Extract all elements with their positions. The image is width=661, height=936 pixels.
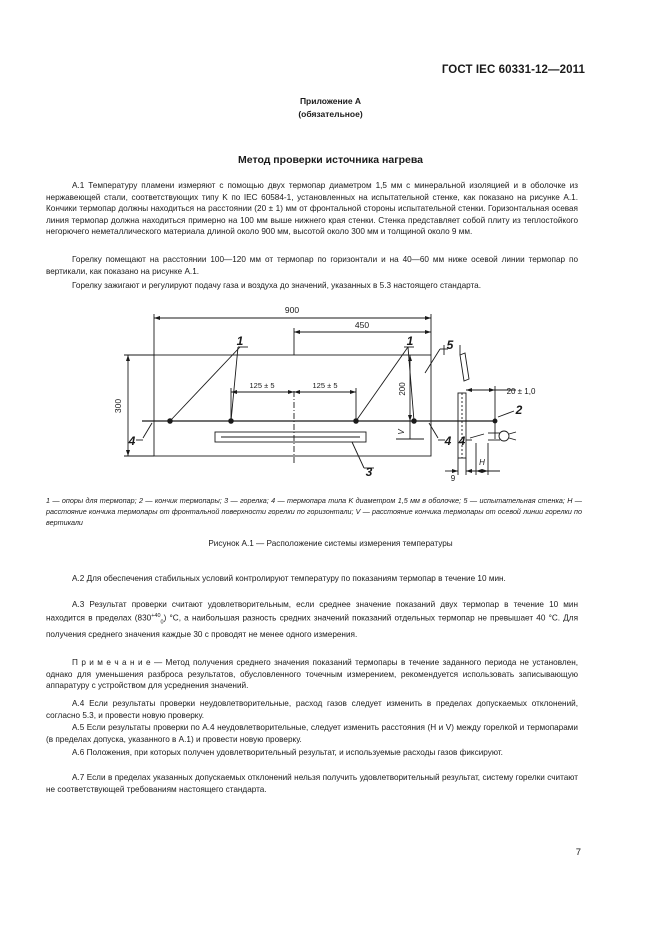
label-5: 5 — [446, 338, 454, 352]
label-1-left: 1 — [236, 334, 244, 348]
a3-tolerance-upper: +40 — [151, 612, 161, 619]
paragraph-burner-ignition: Горелку зажигают и регулируют подачу газа и воздуха до значений, указанных в 5.3 настоящего стандарта. — [72, 281, 481, 290]
paragraph-a3 — [46, 599, 578, 640]
label-4-side: 4 — [458, 434, 466, 448]
figure-legend: 1 — опоры для термопар; 2 — кончик термопары; 3 — горелка; 4 — термопара типа K диаметром 1,5 мм в оболочке; 5 — испытательная стенка; H — расстояние кончика термопары от фронтальной поверхности горелки по горизонтали; V — расстояние кончика термопары от осевой линии горелки по вертикали — [46, 496, 582, 527]
dim-900: 900 — [284, 305, 300, 315]
dim-20: 20 ± 1,0 — [506, 387, 536, 396]
label-3: 3 — [365, 465, 373, 479]
a3-text-end: ) °С, а наибольшая разность средних значений показаний отдельных термопар не превышает 40 °С. Для получения среднего значения каждые 30 с проводят не менее одного измерения. — [46, 613, 579, 639]
page-number: 7 — [575, 847, 581, 858]
paragraph-a1: А.1 Температуру пламени измеряют с помощью двух термопар диаметром 1,5 мм с минеральной изоляцией и в оболочке из нержавеющей стали, соответствующих типу K по IEC 60584-1, установленных на испытательной стенке, как показано на рисунке А.1. Кончики термопар должны находиться на расстоянии (20 ± 1) мм от фронтальной стороны испытательной стенки. Горизонтальная осевая линия термопар должна находиться примерно на 100 мм выше нижнего края стенки. Стенка представляет собой плиту из теплостойкого негорючего неметаллического материала длиной около 900 мм, высотой около 300 мм и толщиной около 9 мм. — [46, 181, 578, 237]
figure-caption: Рисунок А.1 — Расположение системы измерения температуры — [208, 539, 453, 548]
paragraph-a5: А.5 Если результаты проверки по А.4 неудовлетворительные, следует изменить расстояния (H и V) между горелкой и термопарами (в пределах допуска, указанного в А.1) и провести новую проверку. — [46, 723, 578, 744]
annex-status: (обязательное) — [298, 109, 363, 119]
paragraph-a7: А.7 Если в пределах указанных допускаемых отклонений нельзя получить удовлетворительный результат, систему горелки считают не соответствующей требованиям настоящего стандарта. — [46, 773, 578, 794]
label-4-middle: 4 — [444, 434, 452, 448]
label-1-right: 1 — [406, 334, 414, 348]
dim-125-right: 125 ± 5 — [312, 381, 338, 390]
dim-200: 200 — [398, 382, 407, 396]
label-4-left: 4 — [128, 434, 136, 448]
annex-heading — [0, 95, 661, 121]
a3-tolerance-lower: 0 — [160, 618, 164, 625]
dim-300: 300 — [113, 398, 123, 414]
dim-450: 450 — [354, 320, 370, 330]
dim-H: H — [479, 458, 485, 467]
paragraph-a6: А.6 Положения, при которых получен удовлетворительный результат, и используемые расходы газов фиксируют. — [72, 748, 503, 757]
standard-header: ГОСТ IEC 60331-12—2011 — [441, 64, 585, 76]
dim-9: 9 — [450, 474, 456, 483]
dim-125-left: 125 ± 5 — [249, 381, 275, 390]
paragraph-a4: А.4 Если результаты проверки неудовлетворительные, расход газов следует изменить в пределах допускаемых отклонений, согласно 5.3, и провести новую проверку. — [46, 699, 578, 720]
label-2: 2 — [515, 403, 523, 417]
paragraph-burner-position: Горелку помещают на расстоянии 100—120 мм от термопар по горизонтали и на 40—60 мм ниже осевой линии термопар по вертикали, как показано на рисунке А.1. — [46, 255, 578, 276]
note-paragraph: П р и м е ч а н и е — Метод получения среднего значения показаний термопары в течение заданного периода не установлен, однако для уменьшения разброса результатов, обусловленного точечным измерением, рекомендуется использовать записывающую аппаратуру с устройством для усреднения значений. — [46, 658, 578, 691]
paragraph-a2: А.2 Для обеспечения стабильных условий контролируют температуру по показаниям термопар в течение 10 мин. — [72, 574, 506, 583]
annex-title: Приложение А — [299, 96, 362, 106]
a3-text-start: А.3 Результат проверки считают удовлетворительным, если среднее значение показаний двух термопар в течение 10 мин находится в пределах (830 — [46, 600, 578, 623]
dim-V: V — [397, 429, 406, 435]
figure-a1-drawing — [0, 293, 661, 493]
section-title: Метод проверки источника нагрева — [238, 154, 423, 166]
